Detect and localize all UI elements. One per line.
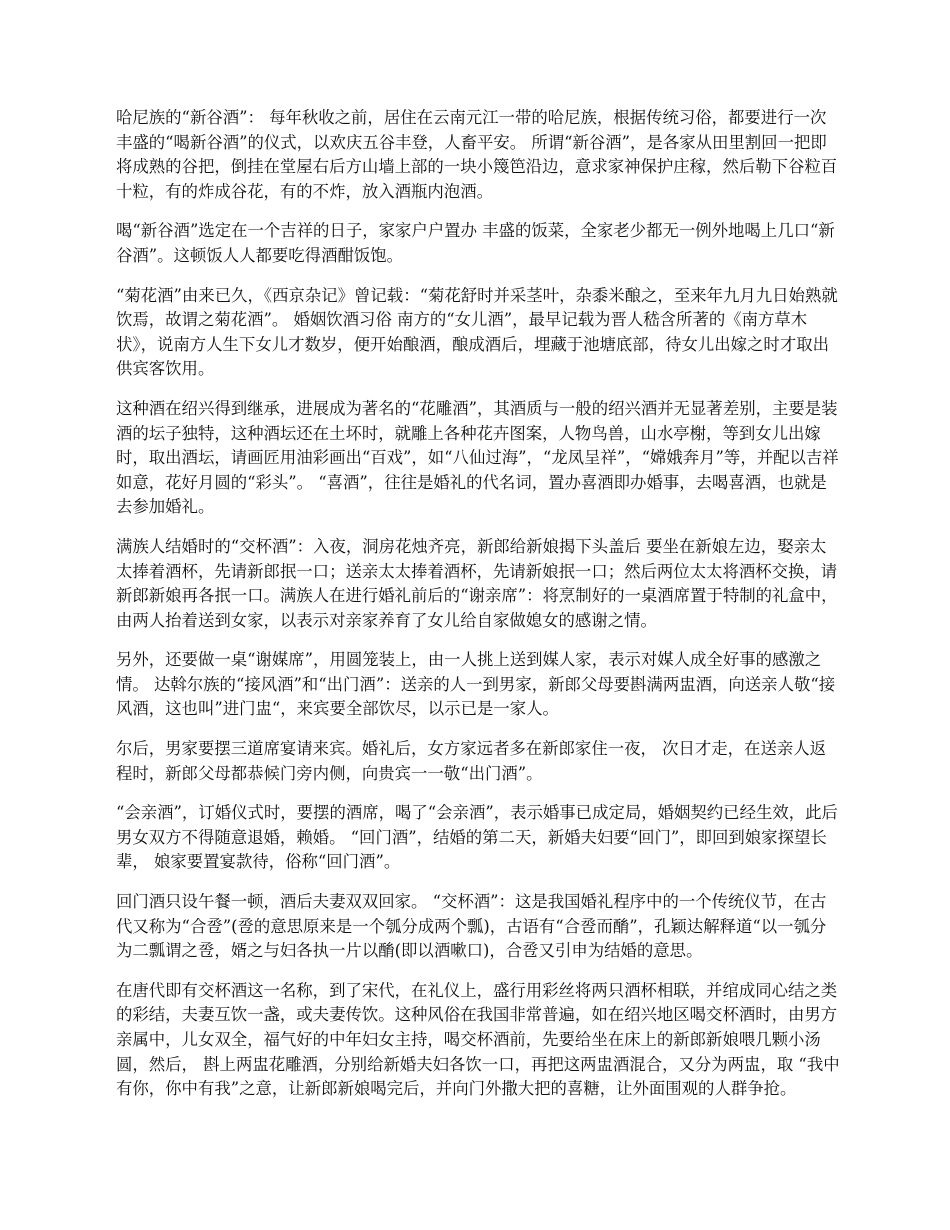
paragraph-8: “会亲酒”，订婚仪式时，要摆的酒席，喝了“会亲酒”，表示婚事已成定局，婚姻契约已经生效，此后男女双方不得随意退婚，赖婚。 “回门酒”，结婚的第二天，新婚夫妇要“回门”，即回到娘家探望长辈， 娘家要置宴款待，俗称“回门酒”。 [116, 803, 838, 872]
paragraph-1: 哈尼族的“新谷酒”： 每年秋收之前，居住在云南元江一带的哈尼族，根据传统习俗，都要进行一次丰盛的“喝新谷酒”的仪式，以欢庆五谷丰登，人畜平安。 所谓“新谷酒”，是各家从田里割回一把即将成熟的谷把，倒挂在堂屋右后方山墙上部的一块小篾笆沿边，意求家神保护庄稼，然后勒下谷粒百十粒，有的炸成谷花，有的不炸，放入酒瓶内泡酒。 [116, 108, 838, 201]
paragraph-4: 这种酒在绍兴得到继承，进展成为著名的“花雕酒”，其酒质与一般的绍兴酒并无显著差别，主要是装酒的坛子独特，这种酒坛还在土坏时，就雕上各种花卉图案，人物鸟兽，山水亭榭，等到女儿出嫁时，取出酒坛，请画匠用油彩画出“百戏”，如“八仙过海”，“龙凤呈祥”，“嫦娥奔月”等，并配以吉祥如意，花好月圆的“彩头”。 “喜酒”，往往是婚礼的代名词，置办喜酒即办婚事，去喝喜酒，也就是去参加婚礼。 [116, 398, 839, 517]
paragraph-9: 回门酒只设午餐一顿，酒后夫妻双双回家。 “交杯酒”：这是我国婚礼程序中的一个传统仪节，在古代又称为“合卺”(卺的意思原来是一个瓠分成两个瓢)，古语有“合卺而酳”，孔颖达解释道“以一瓠分为二瓢谓之卺，婿之与妇各执一片以酳(即以酒嗽口)，合卺又引申为结婚的意思。 [116, 892, 827, 961]
document-body [116, 106, 840, 1117]
paragraph-7: 尔后，男家要摆三道席宴请来宾。婚礼后，女方家远者多在新郎家住一夜， 次日才走，在送亲人返程时，新郎父母都恭候门旁内侧，向贵宾一一敬“出门酒”。 [116, 739, 827, 783]
paragraph-5: 满族人结婚时的“交杯酒”：入夜，洞房花烛齐亮，新郎给新娘揭下头盖后 要坐在新娘左边，娶亲太太捧着酒杯，先请新郎抿一口；送亲太太捧着酒杯，先请新娘抿一口；然后两位太太将酒杯交换，请新郎新娘再各抿一口。满族人在进行婚礼前后的“谢亲席”：将烹制好的一桌酒席置于特制的礼盒中，由两人抬着送到女家，以表示对亲家养育了女儿给自家做媳女的感谢之情。 [116, 536, 838, 630]
paragraph-3: “菊花酒”由来已久，《西京杂记》曾记载：“菊花舒时并采茎叶，杂黍米酿之，至来年九月九日始熟就饮焉，故谓之菊花酒”。 婚姻饮酒习俗 南方的“女儿酒”，最早记载为晋人嵇含所著的《南方草木状》，说南方人生下女儿才数岁，便开始酿酒，酿成酒后，埋藏于池塘底部，待女儿出嫁之时才取出供宾客饮用。 [116, 285, 838, 379]
paragraph-2: 喝“新谷酒”选定在一个吉祥的日子，家家户户置办 丰盛的饭菜，全家老少都无一例外地喝上几口“新谷酒”。这顿饭人人都要吃得酒酣饭饱。 [116, 221, 835, 265]
paragraph-6: 另外，还要做一桌“谢媒席”，用圆笼装上，由一人挑上送到媒人家，表示对媒人成全好事的感激之情。 达斡尔族的“接风酒”和“出门酒”：送亲的人一到男家，新郎父母要斟满两盅酒，向送亲人敬“接风酒，这也叫”进门盅“，来宾要全部饮尽，以示已是一家人。 [116, 650, 836, 719]
paragraph-10: 在唐代即有交杯酒这一名称，到了宋代，在礼仪上，盛行用彩丝将两只酒杯相联，并绾成同心结之类的彩结，夫妻互饮一盏，或夫妻传饮。这种风俗在我国非常普遍，如在绍兴地区喝交杯酒时，由男方亲属中，儿女双全，福气好的中年妇女主持，喝交杯酒前，先要给坐在床上的新郎新娘喂几颗小汤圆，然后， 斟上两盅花雕酒，分别给新婚夫妇各饮一口，再把这两盅酒混合，又分为两盅，取 “我中有你，你中有我”之意，让新郎新娘喝完后，并向门外撒大把的喜糖，让外面围观的人群争抢。 [116, 980, 840, 1099]
